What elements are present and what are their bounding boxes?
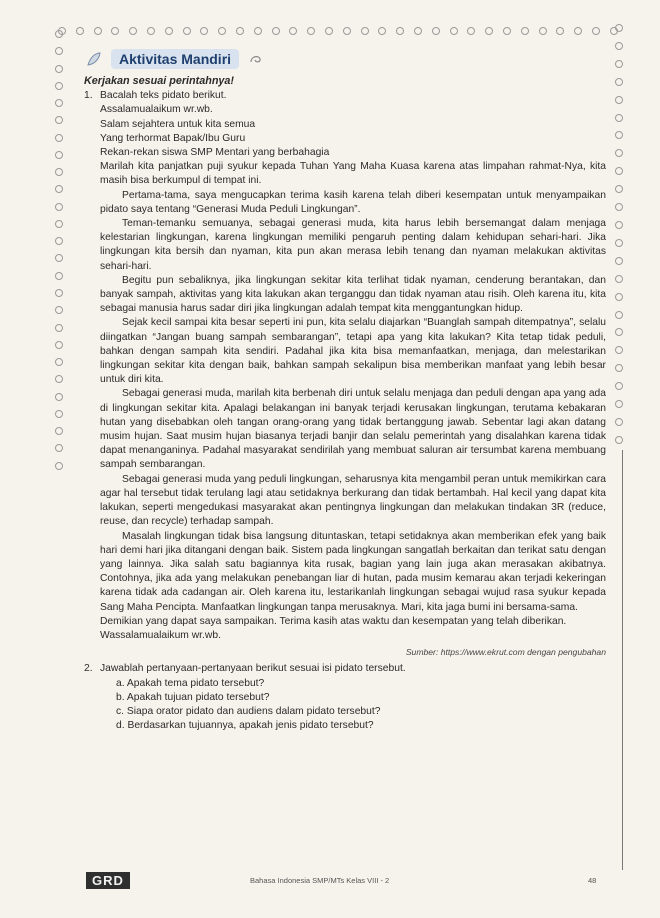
speech-paragraph: Sebagai generasi muda, marilah kita berbenah diri untuk selalu menjaga dan peduli dengan apa yang ada di lingkungan sekitar kita. Apalagi belakangan ini banyak terjadi kerusakan lingkungan, terutama kebakaran hutan yang disebabkan oleh tangan orang-orang yang tidak bertanggung jawab. Sebentar lagi akan datang musim hujan. Saat musim hujan biasanya terjadi banjir dan selalu pemerintah yang disalahkan karena tidak dapat menanganinya. Padahal masyarakat sendirilah yang membuat saluran air tersumbat karena membuang sampah sembarangan. — [100, 388, 606, 471]
source-citation: Sumber: https://www.ekrut.com dengan pengubahan — [405, 647, 606, 658]
sub-question: d. Berdasarkan tujuannya, apakah jenis pidato tersebut? — [116, 720, 374, 732]
publisher-logo: GRD — [86, 872, 130, 889]
speech-paragraph: Masalah lingkungan tidak bisa langsung dituntaskan, tetapi setidaknya akan memberikan efek yang baik hari demi hari jika ditangani dengan baik. Sistem pada lingkungan sangatlah berkaitan dan terikat satu dengan yang lainnya. Jika salah satu bagiannya kita rusak, bagian yang lain juga akan merasakan akibatnya. Contohnya, jika ada yang melakukan penebangan liar di hutan, pada musim kemarau akan terjadi kekeringan karena tidak ada cadangan air. Oleh karena itu, lestarikanlah lingkungan sebagai wujud rasa syukur kepada Sang Maha Pencipta. Manfaatkan lingkungan tanpa merusaknya. Mari, kita jaga bumi ini bersama-sama. — [100, 530, 606, 613]
page-number: 48 — [588, 876, 597, 885]
sub-questions — [84, 677, 606, 734]
leaf-icon — [85, 50, 103, 68]
binding-rings-right — [612, 24, 626, 444]
sub-question: c. Siapa orator pidato dan audiens dalam pidato tersebut? — [116, 705, 381, 717]
page-footer — [0, 872, 660, 894]
section-header — [85, 48, 265, 70]
closing-paragraph: Demikian yang dapat saya sampaikan. Terima kasih atas waktu dan kesempatan yang telah diberikan. — [100, 615, 567, 627]
swirl-icon — [247, 50, 265, 68]
greeting-line: Yang terhormat Bapak/Ibu Guru — [100, 132, 246, 144]
salutation: Wassalamualaikum wr.wb. — [100, 629, 221, 641]
question-text: Jawablah pertanyaan-pertanyaan berikut sesuai isi pidato tersebut. — [100, 663, 406, 675]
question-2 — [84, 662, 606, 676]
worksheet-content — [84, 74, 606, 733]
speech-text — [84, 103, 606, 659]
question-1 — [84, 89, 606, 103]
sub-question: a. Apakah tema pidato tersebut? — [116, 677, 265, 689]
speech-paragraph: Begitu pun sebaliknya, jika lingkungan sekitar kita terlihat tidak nyaman, cenderung berantakan, dan banyak sampah, aktivitas yang kita lakukan akan terganggu dan tidak nyaman atau risih. Oleh karena itu, kita sebagai manusia harus sadar diri jika lingkungan adalah tempat kita menggantungkan hidup. — [100, 274, 606, 315]
speech-paragraph: Sebagai generasi muda yang peduli lingkungan, seharusnya kita mengambil peran untuk memikirkan cara agar hal tersebut tidak terulang lagi atau setidaknya berkurang dan tidak bertambah. Hal kecil yang dapat kita lakukan, seperti mengedukasi masyarakat akan pentingnya lingkungan dan melakukan tindakan 3R (reduce, reuse, dan recycle) terhadap sampah. — [100, 473, 606, 528]
page-edge-line — [622, 450, 633, 870]
binding-rings-left — [52, 30, 66, 470]
greeting-line: Assalamualaikum wr.wb. — [100, 104, 213, 116]
greeting-line: Rekan-rekan siswa SMP Mentari yang berbahagia — [100, 147, 330, 159]
speech-paragraph: Sejak kecil sampai kita besar seperti ini pun, kita selalu diajarkan “Buanglah sampah ditempatnya”, selalu diingatkan “Jangan buang sampah sembarangan”, tetapi apa yang kita lakukan? Kita tetap tidak peduli, bahkan dengan sampah kita sendiri. Padahal jika kita bisa memanfaatkan, menjaga, dan melestarikan lingkungan sekitar kita dengan baik, bahkan sampah sekalipun bisa memberikan manfaat yang lebih besar untuk diri kita. — [100, 317, 606, 386]
question-number: 1. — [84, 90, 93, 102]
speech-paragraph: Pertama-tama, saya mengucapkan terima kasih karena telah diberi kesempatan untuk menyampaikan pidato saya tentang “Generasi Muda Peduli Lingkungan”. — [100, 189, 606, 215]
binding-rings-top — [58, 24, 618, 38]
section-title: Aktivitas Mandiri — [111, 49, 239, 69]
sub-question: b. Apakah tujuan pidato tersebut? — [116, 691, 270, 703]
greeting-line: Salam sejahtera untuk kita semua — [100, 118, 256, 130]
question-number: 2. — [84, 663, 93, 675]
question-text: Bacalah teks pidato berikut. — [100, 90, 227, 102]
instruction: Kerjakan sesuai perintahnya! — [84, 75, 235, 87]
book-title: Bahasa Indonesia SMP/MTs Kelas VIII - 2 — [250, 876, 390, 885]
speech-paragraph: Teman-temanku semuanya, sebagai generasi muda, kita harus lebih bersemangat dalam menjaga kelestarian lingkungan, karena lingkungan memiliki pengaruh penting dalam kehidupan sehari-hari. Jika lingkungan kita bersih dan nyaman, kita pun akan merasa lebih tenang dan nyaman melakukan aktivitas sehari-hari. — [100, 218, 606, 272]
opening-paragraph: Marilah kita panjatkan puji syukur kepada Tuhan Yang Maha Kuasa karena atas limpahan rahmat-Nya, kita masih bisa berkumpul di tempat ini. — [100, 161, 606, 187]
